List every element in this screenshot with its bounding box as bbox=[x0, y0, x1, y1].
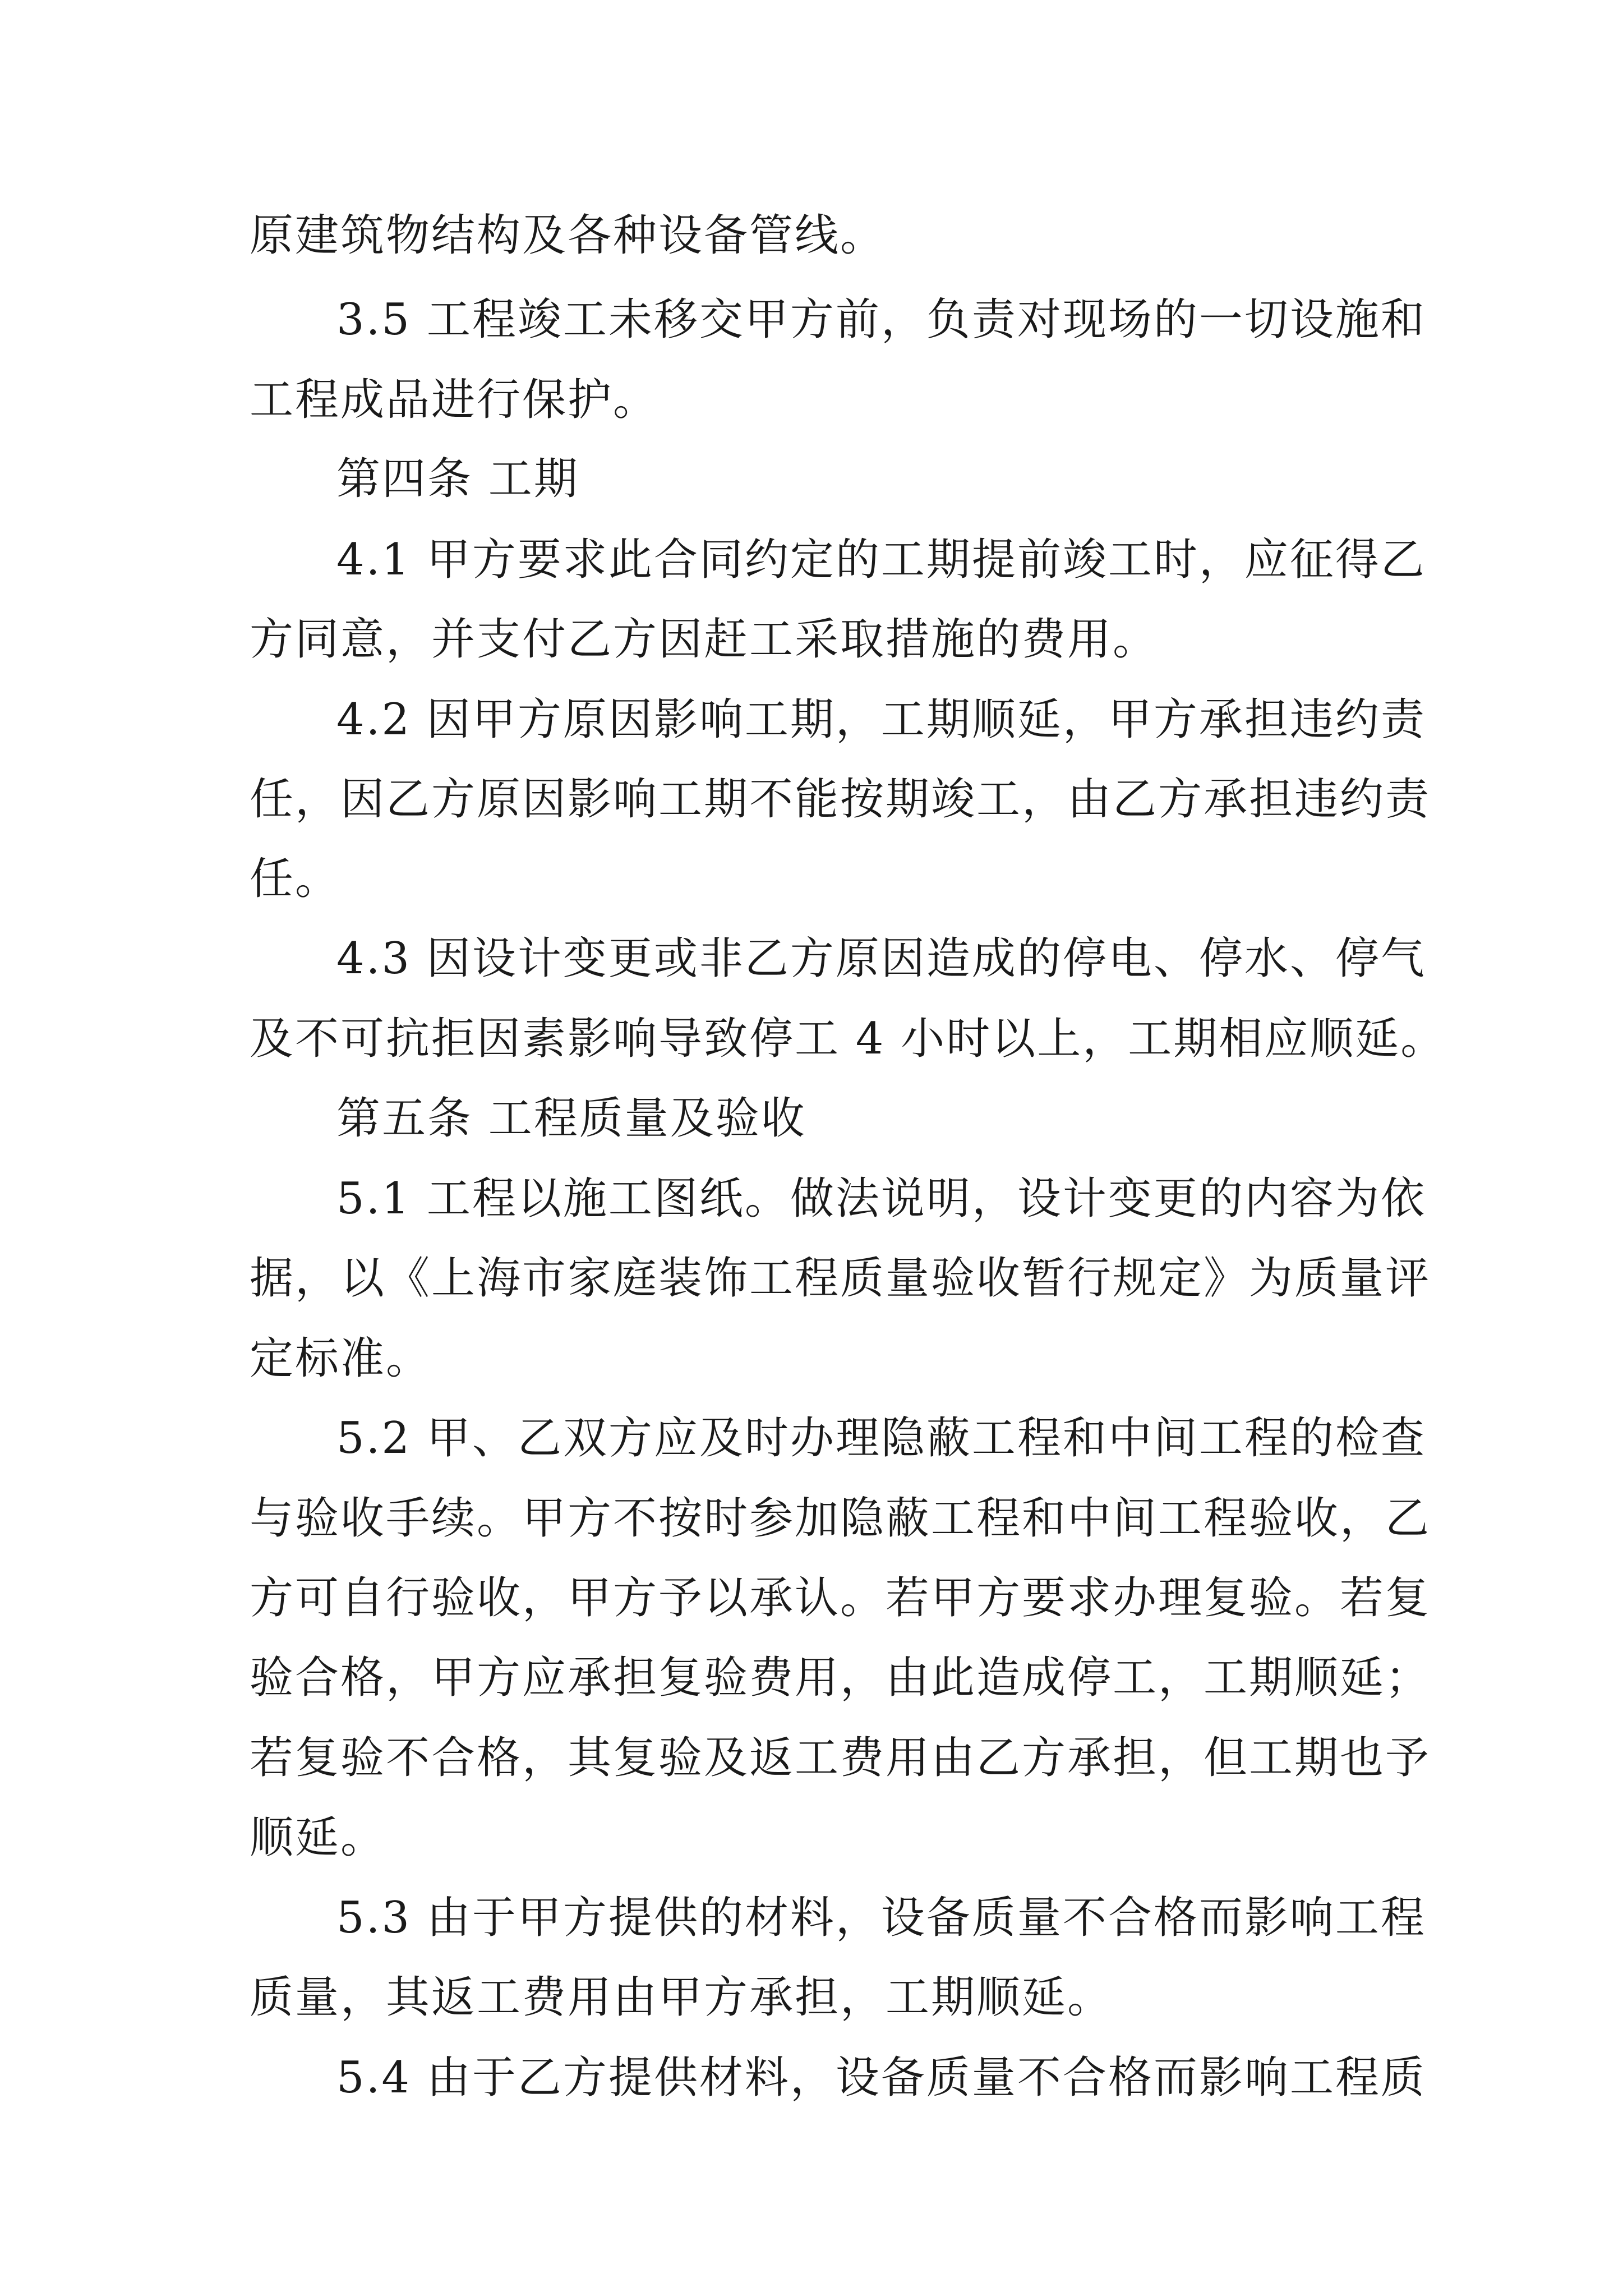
text-line: 质量，其返工费用由甲方承担，工期顺延。 bbox=[250, 1972, 1113, 2023]
clause-5-1: 5.1 工程以施工图纸。做法说明，设计变更的内容为依 bbox=[336, 1174, 1426, 1224]
clause-3-5: 3.5 工程竣工未移交甲方前，负责对现场的一切设施和 bbox=[336, 295, 1426, 345]
text-line: 工程成品进行保护。 bbox=[250, 375, 659, 425]
clause-5-4: 5.4 由于乙方提供材料，设备质量不合格而影响工程质 bbox=[336, 2053, 1426, 2103]
clause-4-3: 4.3 因设计变更或非乙方原因造成的停电、停水、停气 bbox=[336, 933, 1426, 984]
text-line: 方可自行验收，甲方予以承认。若甲方要求办理复验。若复 bbox=[250, 1573, 1431, 1623]
text-line: 定标准。 bbox=[250, 1333, 432, 1384]
clause-5-2: 5.2 甲、乙双方应及时办理隐蔽工程和中间工程的检查 bbox=[336, 1413, 1426, 1464]
text-line: 任。 bbox=[250, 854, 341, 904]
text-line: 与验收手续。甲方不按时参加隐蔽工程和中间工程验收，乙 bbox=[250, 1493, 1431, 1544]
text-line: 任，因乙方原因影响工期不能按期竣工，由乙方承担违约责 bbox=[250, 774, 1431, 825]
clause-5-3: 5.3 由于甲方提供的材料，设备质量不合格而影响工程 bbox=[336, 1893, 1426, 1943]
text-line: 验合格，甲方应承担复验费用，由此造成停工，工期顺延； bbox=[250, 1653, 1431, 1703]
text-line: 原建筑物结构及各种设备管线。 bbox=[250, 210, 886, 261]
text-line: 及不可抗拒因素影响导致停工 4 小时以上，工期相应顺延。 bbox=[250, 1014, 1446, 1064]
article-5-heading: 第五条 工程质量及验收 bbox=[336, 1093, 806, 1144]
clause-4-1: 4.1 甲方要求此合同约定的工期提前竣工时，应征得乙 bbox=[336, 535, 1426, 585]
text-line: 若复验不合格，其复验及返工费用由乙方承担，但工期也予 bbox=[250, 1733, 1431, 1783]
text-line: 顺延。 bbox=[250, 1812, 386, 1863]
clause-4-2: 4.2 因甲方原因影响工期，工期顺延，甲方承担违约责 bbox=[336, 694, 1426, 745]
text-line: 据，以《上海市家庭装饰工程质量验收暂行规定》为质量评 bbox=[250, 1253, 1431, 1304]
text-line: 方同意，并支付乙方因赶工采取措施的费用。 bbox=[250, 614, 1159, 665]
article-4-heading: 第四条 工期 bbox=[336, 454, 579, 504]
